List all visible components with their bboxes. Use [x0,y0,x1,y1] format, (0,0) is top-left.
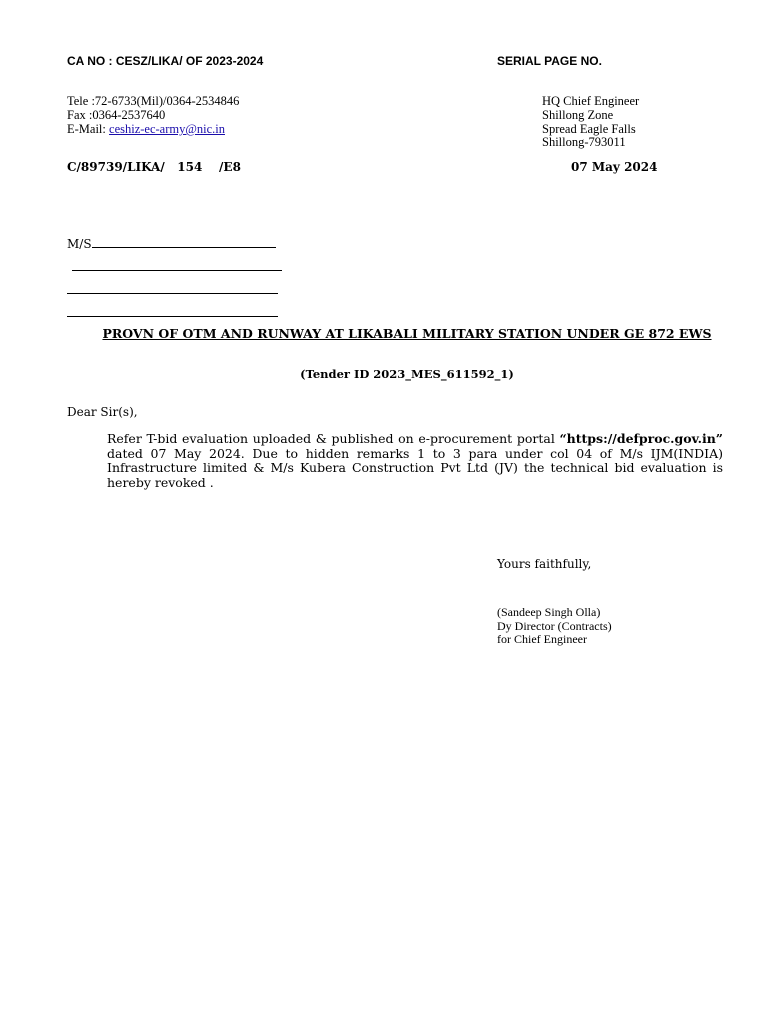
address-line-1: HQ Chief Engineer [542,94,640,108]
body-paragraph [107,432,723,490]
email-link[interactable]: ceshiz-ec-army@nic.in [109,122,225,136]
ca-number: CA NO : CESZ/LIKA/ OF 2023-2024 [67,54,264,68]
portal-url: “https://defproc.gov.in” [559,431,723,446]
closing: Yours faithfully, [497,557,592,571]
blank-line [92,246,276,248]
signatory-designation: Dy Director (Contracts) [497,619,612,633]
recipient-line-3 [67,293,278,294]
paragraph-start: Refer T-bid evaluation uploaded & published on e-procurement portal [107,431,560,446]
address-line-3: Spread Eagle Falls [542,122,636,136]
tender-id: (Tender ID 2023_MES_611592_1) [300,367,514,381]
reference-number: C/89739/LIKA/ 154 /E8 [67,160,241,174]
serial-page-number: SERIAL PAGE NO. [497,54,602,68]
address-line-4: Shillong-793011 [542,135,626,149]
subject-title: PROVN OF OTM AND RUNWAY AT LIKABALI MILITARY STATION UNDER GE 872 EWS [102,326,712,341]
recipient-line-1 [67,237,276,251]
recipient-prefix: M/S [67,237,92,251]
address-line-2: Shillong Zone [542,108,614,122]
telephone-line: Tele :72-6733(Mil)/0364-2534846 [67,94,240,108]
signatory-for-line: for Chief Engineer [497,632,587,646]
salutation: Dear Sir(s), [67,405,138,419]
signatory-name: (Sandeep Singh Olla) [497,605,601,619]
letter-date: 07 May 2024 [571,160,658,174]
fax-line: Fax :0364-2537640 [67,108,166,122]
paragraph-end: dated 07 May 2024. Due to hidden remarks 1 to 3 para under col 04 of M/s IJM(INDIA) Infrastructure limited & M/s Kubera Construction Pvt Ltd (JV) the technical bid evaluation is hereby revoked . [107,445,723,490]
recipient-line-4 [67,316,278,317]
recipient-line-2 [72,270,282,271]
email-label: E-Mail: [67,122,110,136]
email-line [67,122,225,136]
